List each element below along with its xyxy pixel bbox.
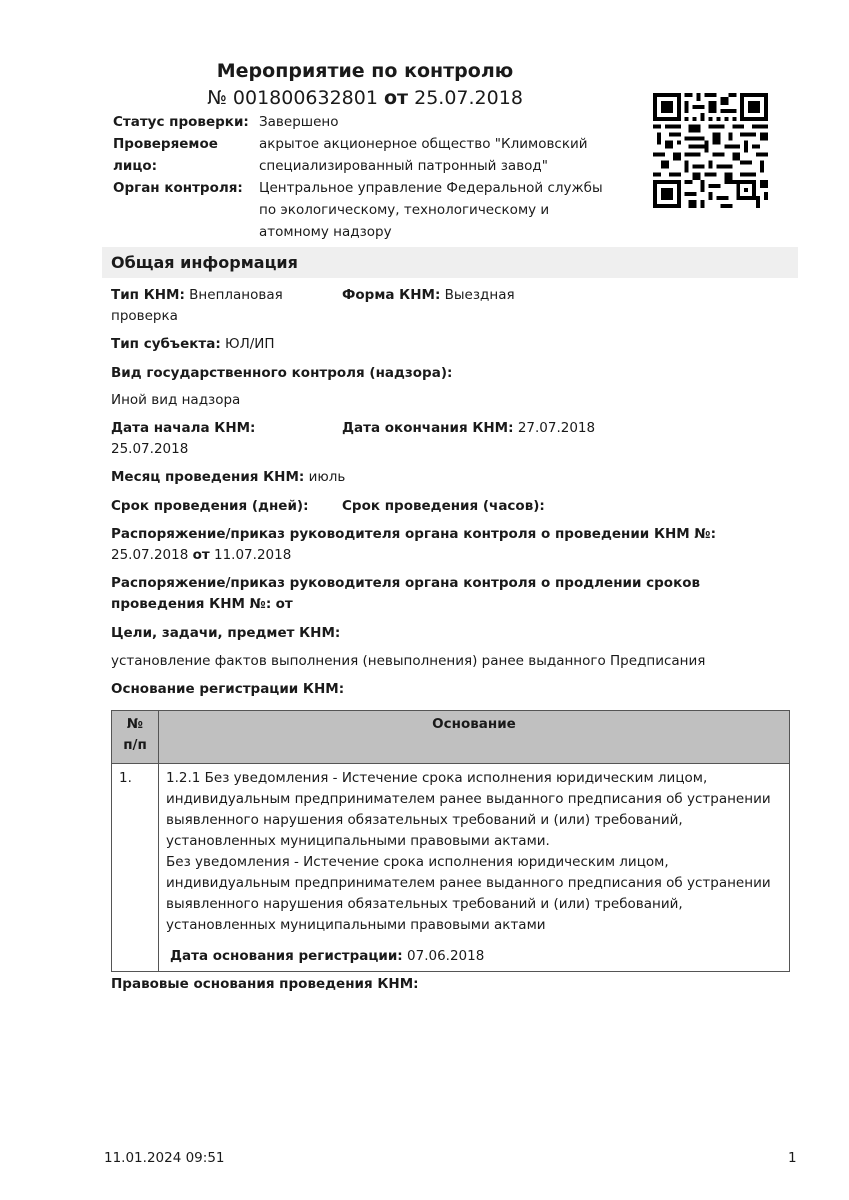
start-date-value: 25.07.2018 bbox=[111, 441, 189, 457]
knm-type-value: Внеплановая проверка bbox=[111, 287, 283, 324]
subject-type-label: Тип субъекта: bbox=[111, 336, 221, 352]
end-date-value: 27.07.2018 bbox=[517, 420, 596, 436]
end-date bbox=[342, 418, 595, 439]
knm-month-value: июль bbox=[308, 469, 346, 485]
knm-form bbox=[342, 285, 515, 306]
summary-row-subject bbox=[113, 133, 604, 177]
summary-row-status bbox=[113, 111, 604, 133]
row-number: 1. bbox=[112, 764, 159, 972]
knm-month-label: Месяц проведения КНМ: bbox=[111, 469, 305, 485]
end-date-label: Дата окончания КНМ: bbox=[342, 420, 514, 436]
authority-label: Орган контроля: bbox=[113, 180, 243, 196]
start-date-label: Дата начала КНМ: bbox=[111, 420, 256, 436]
order-label: Распоряжение/приказ руководителя органа контроля о проведении КНМ №: bbox=[111, 526, 717, 542]
section-general-info: Общая информация bbox=[102, 247, 798, 278]
basis-label: Основание регистрации КНМ: bbox=[111, 681, 345, 697]
basis-table bbox=[111, 710, 790, 972]
duration-hours-label: Срок проведения (часов): bbox=[342, 498, 545, 514]
knm-type-label: Тип КНМ: bbox=[111, 287, 185, 303]
subject-type-value: ЮЛ/ИП bbox=[225, 336, 275, 352]
basis-text-primary: 1.2.1 Без уведомления - Истечение срока исполнения юридическим лицом, индивидуальным предпринимателем ранее выданного предписания об устранении выявленного нарушения обязательных требований и (или) требований, установленных муниципальными правовыми актами. bbox=[166, 770, 771, 849]
status-label: Статус проверки: bbox=[113, 114, 249, 130]
basis-text-secondary: Без уведомления - Истечение срока исполнения юридическим лицом, индивидуальным предпринимателем ранее выданного предписания об устранении выявленного нарушения обязательных требований и (или) требований, установленных муниципальными правовыми актами bbox=[166, 854, 771, 933]
document-title: Мероприятие по контролю bbox=[216, 60, 514, 82]
status-value: Завершено bbox=[259, 114, 339, 130]
knm-month bbox=[111, 467, 345, 488]
registration-date-value: 07.06.2018 bbox=[407, 948, 485, 964]
authority-value: Центральное управление Федеральной службы по экологическому, технологическому и атомному надзору bbox=[259, 180, 603, 240]
order-from-value: 11.07.2018 bbox=[214, 547, 292, 563]
control-kind-value: Иной вид надзора bbox=[111, 392, 241, 408]
knm-type bbox=[111, 285, 331, 327]
document-number-line bbox=[0, 85, 730, 111]
knm-form-label: Форма КНМ: bbox=[342, 287, 441, 303]
event-date: 25.07.2018 bbox=[414, 87, 523, 109]
subject-type bbox=[111, 334, 275, 355]
order-number: 25.07.2018 bbox=[111, 547, 189, 563]
summary-row-authority bbox=[113, 177, 604, 243]
col-header-basis: Основание bbox=[159, 711, 790, 764]
registration-date bbox=[166, 946, 781, 967]
date-prefix: от bbox=[384, 87, 409, 109]
basis-table-header bbox=[112, 711, 790, 764]
control-kind-label: Вид государственного контроля (надзора): bbox=[111, 365, 453, 381]
table-row bbox=[112, 764, 790, 972]
duration-hours bbox=[342, 496, 545, 517]
page-number: 1 bbox=[788, 1150, 797, 1166]
extension-label: Распоряжение/приказ руководителя органа контроля о продлении сроков проведения КНМ №: bbox=[111, 575, 701, 612]
start-date bbox=[111, 418, 331, 460]
legal-basis-label: Правовые основания проведения КНМ: bbox=[111, 976, 419, 992]
order-info bbox=[111, 524, 791, 566]
print-timestamp: 11.01.2024 09:51 bbox=[104, 1150, 225, 1166]
duration-days-label: Срок проведения (дней): bbox=[111, 498, 309, 514]
extension-order-info bbox=[111, 573, 791, 615]
order-from-label: от bbox=[192, 547, 210, 563]
extension-from-label: от bbox=[275, 596, 293, 612]
duration-days bbox=[111, 496, 308, 517]
number-prefix: № bbox=[207, 87, 227, 109]
event-number: 001800632801 bbox=[232, 87, 378, 109]
registration-date-label: Дата основания регистрации: bbox=[170, 948, 403, 964]
col-header-number: № п/п bbox=[112, 711, 159, 764]
subject-value: акрытое акционерное общество "Климовский специализированный патронный завод" bbox=[259, 136, 588, 174]
subject-label: Проверяемое лицо: bbox=[113, 136, 218, 174]
row-basis bbox=[159, 764, 790, 972]
summary-block bbox=[113, 111, 604, 243]
qr-code-icon bbox=[653, 93, 768, 208]
goals-value: установление фактов выполнения (невыполнения) ранее выданного Предписания bbox=[111, 653, 706, 669]
goals-label: Цели, задачи, предмет КНМ: bbox=[111, 625, 341, 641]
knm-form-value: Выездная bbox=[444, 287, 515, 303]
